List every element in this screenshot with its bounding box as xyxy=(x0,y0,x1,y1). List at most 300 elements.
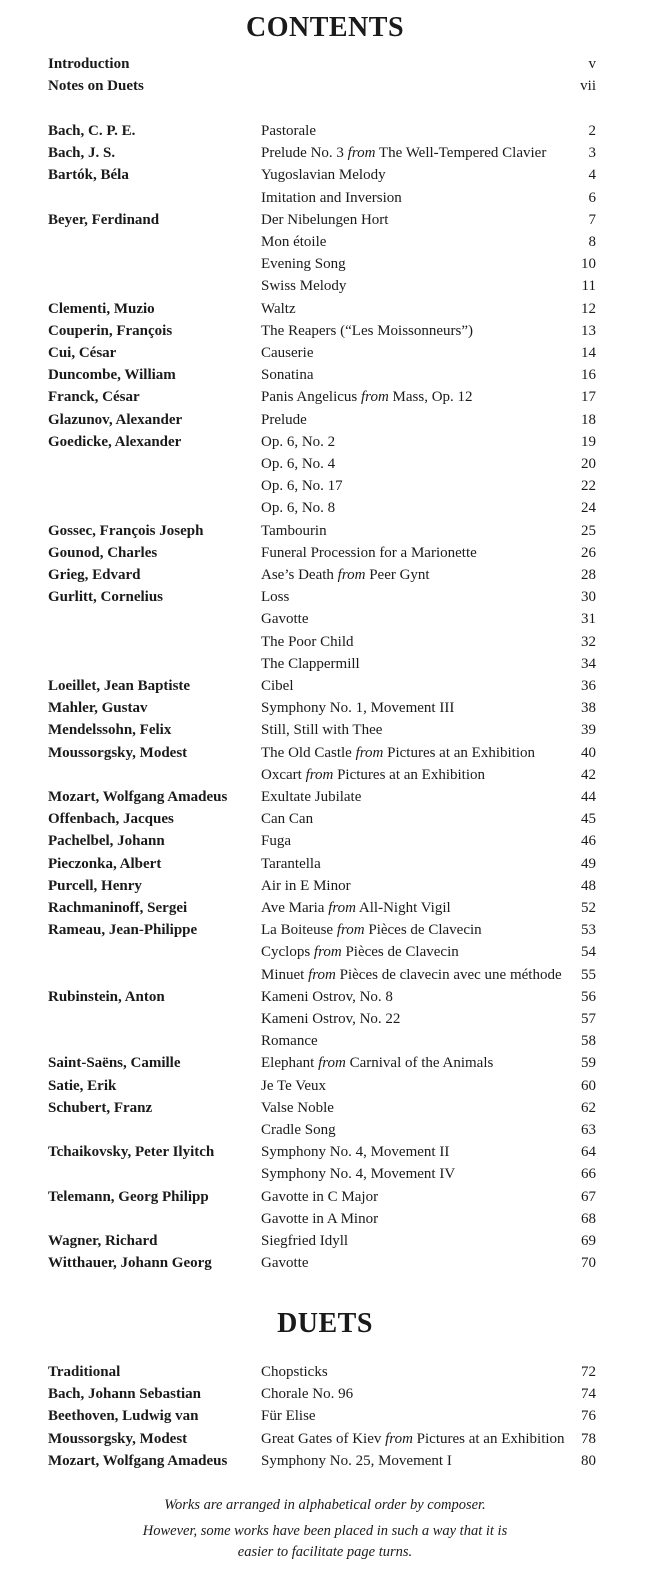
work-name: Causerie xyxy=(261,345,314,361)
page-number: 63 xyxy=(581,1122,596,1138)
work-name: Gavotte xyxy=(261,1255,309,1272)
from-word: from xyxy=(336,922,365,939)
toc-entry[interactable] xyxy=(0,187,650,209)
toc-entry[interactable] xyxy=(0,897,650,919)
toc-entry[interactable] xyxy=(0,1141,650,1163)
work-name: Prelude xyxy=(261,411,307,428)
work-title xyxy=(261,808,313,830)
composer-name: Loeillet, Jean Baptiste xyxy=(48,678,191,694)
toc-entry[interactable] xyxy=(0,120,650,142)
work-name: Siegfried Idyll xyxy=(261,1233,349,1249)
work-title xyxy=(261,742,535,764)
work-title xyxy=(261,475,343,497)
page-number: 69 xyxy=(581,1233,596,1249)
page-number: 34 xyxy=(581,655,596,672)
work-title xyxy=(261,1141,449,1163)
composer-name: Bach, Johann Sebastian xyxy=(48,1386,201,1403)
work-title xyxy=(261,586,289,608)
toc-entry[interactable] xyxy=(0,697,650,719)
from-word: from xyxy=(385,1430,413,1447)
page-number: 38 xyxy=(581,700,596,717)
work-name: Still, Still with Thee xyxy=(261,722,383,739)
work-name: Romance xyxy=(261,1033,318,1050)
composer-name: Schubert, Franz xyxy=(48,1099,153,1116)
toc-entry[interactable] xyxy=(0,608,650,630)
toc-entry[interactable] xyxy=(0,275,650,297)
toc-entry[interactable] xyxy=(0,875,650,897)
work-title xyxy=(261,719,382,741)
work-title xyxy=(261,653,360,675)
work-name: Op. 6, No. 4 xyxy=(261,456,336,472)
work-title xyxy=(261,1450,452,1472)
work-name: Swiss Melody xyxy=(261,278,347,295)
page-number: 46 xyxy=(581,833,596,850)
work-title xyxy=(261,1428,565,1450)
work-title xyxy=(261,1186,378,1208)
toc-entry[interactable] xyxy=(0,786,650,808)
source-title: Pièces de clavecin avec une méthode xyxy=(339,966,562,983)
work-title xyxy=(261,875,351,897)
work-name: Yugoslavian Melody xyxy=(261,167,386,184)
composer-name: Telemann, Georg Philipp xyxy=(48,1188,209,1205)
work-name: Minuet xyxy=(261,966,305,983)
work-name: Ave Maria xyxy=(261,900,325,916)
work-name: Kameni Ostrov, No. 22 xyxy=(261,1011,401,1027)
work-name: Cibel xyxy=(261,678,294,694)
work-title xyxy=(261,275,346,297)
work-name: Der Nibelungen Hort xyxy=(261,211,389,228)
work-name: Cradle Song xyxy=(261,1122,336,1138)
work-name: Gavotte xyxy=(261,611,309,628)
composer-name: Glazunov, Alexander xyxy=(48,411,183,428)
page-number: 12 xyxy=(581,300,596,317)
work-title xyxy=(261,1052,493,1074)
page-number: 7 xyxy=(588,211,596,228)
work-name: Gavotte in C Major xyxy=(261,1188,379,1205)
source-title: Pictures at an Exhibition xyxy=(416,1430,565,1447)
toc-entry[interactable] xyxy=(0,675,650,697)
work-title xyxy=(261,1163,455,1185)
toc-entry[interactable] xyxy=(0,1450,650,1472)
toc-entry[interactable] xyxy=(0,1008,650,1030)
work-name: Kameni Ostrov, No. 8 xyxy=(261,988,393,1005)
work-name: Chopsticks xyxy=(261,1364,328,1380)
toc-entry[interactable] xyxy=(0,1252,650,1274)
toc-entry[interactable] xyxy=(0,1383,650,1405)
page-number: 39 xyxy=(581,722,596,739)
composer-name: Satie, Erik xyxy=(48,1077,117,1094)
page-number: 18 xyxy=(581,411,596,428)
composer-name: Rameau, Jean-Philippe xyxy=(48,922,198,939)
composer-name: Beethoven, Ludwig van xyxy=(48,1408,199,1425)
page-number: 48 xyxy=(581,877,596,894)
composer-name: Gounod, Charles xyxy=(48,544,158,561)
work-title xyxy=(261,320,473,342)
source-title: Peer Gynt xyxy=(369,567,430,583)
work-title xyxy=(261,142,546,164)
toc-entry[interactable] xyxy=(0,253,650,275)
toc-entry[interactable] xyxy=(0,364,650,386)
toc-entry[interactable] xyxy=(0,320,650,342)
from-word: from xyxy=(328,900,356,916)
toc-entry[interactable] xyxy=(0,742,650,764)
page-number: 80 xyxy=(581,1452,596,1469)
toc-entry[interactable] xyxy=(0,919,650,941)
page-number: 52 xyxy=(581,900,596,916)
work-title xyxy=(261,764,485,786)
toc-entry[interactable] xyxy=(0,409,650,431)
page-number: 67 xyxy=(581,1188,596,1205)
work-title xyxy=(261,1230,348,1252)
work-title xyxy=(261,1030,318,1052)
page-number: 25 xyxy=(581,522,596,539)
front-matter-row[interactable] xyxy=(0,75,650,97)
contents-title: CONTENTS xyxy=(245,12,405,43)
work-title xyxy=(261,1097,334,1119)
toc-entry[interactable] xyxy=(0,164,650,186)
from-word: from xyxy=(355,744,384,761)
from-word: from xyxy=(318,1055,346,1072)
toc-entry[interactable] xyxy=(0,941,650,963)
ordering-note: easier to facilitate page turns. xyxy=(237,1544,413,1560)
work-title xyxy=(261,209,388,231)
page-number: 20 xyxy=(581,456,596,472)
toc-entry[interactable] xyxy=(0,719,650,741)
composer-name: Cui, César xyxy=(48,345,117,361)
page-number: 13 xyxy=(581,322,596,339)
work-title xyxy=(261,1361,328,1383)
toc-entry[interactable] xyxy=(0,520,650,542)
work-name: Symphony No. 1, Movement III xyxy=(261,700,455,717)
work-name: The Poor Child xyxy=(261,633,354,650)
page-number: 58 xyxy=(581,1033,596,1050)
work-title xyxy=(261,675,294,697)
work-name: Pastorale xyxy=(261,123,316,139)
page-number: 59 xyxy=(581,1055,596,1072)
work-title xyxy=(261,431,335,453)
work-name: The Clappermill xyxy=(261,655,360,672)
from-word: from xyxy=(361,389,389,406)
page-number: 70 xyxy=(581,1255,596,1272)
duets-title: DUETS xyxy=(277,1308,373,1339)
work-title xyxy=(261,1252,308,1274)
work-name: Gavotte in A Minor xyxy=(261,1210,379,1227)
toc-entry[interactable] xyxy=(0,386,650,408)
work-title xyxy=(261,187,402,209)
page-number: 78 xyxy=(581,1430,596,1447)
work-title xyxy=(261,631,354,653)
work-title xyxy=(261,120,316,142)
work-title xyxy=(261,1405,316,1427)
work-title xyxy=(261,919,482,941)
page-number: 57 xyxy=(581,1011,596,1027)
page-number: 64 xyxy=(581,1144,596,1161)
page-number: 22 xyxy=(581,478,596,495)
front-matter-row[interactable] xyxy=(0,53,650,75)
composer-name: Witthauer, Johann Georg xyxy=(48,1255,212,1272)
toc-entry[interactable] xyxy=(0,231,650,253)
work-name: Op. 6, No. 17 xyxy=(261,478,343,495)
toc-entry[interactable] xyxy=(0,209,650,231)
composer-name: Clementi, Muzio xyxy=(48,300,155,317)
page-number: 6 xyxy=(588,189,596,206)
source-title: Pictures at an Exhibition xyxy=(387,744,535,761)
work-title xyxy=(261,830,291,852)
from-word: from xyxy=(313,944,342,961)
composer-name: Rubinstein, Anton xyxy=(48,988,165,1005)
work-title xyxy=(261,1119,336,1141)
toc-entry[interactable] xyxy=(0,453,650,475)
work-name: Waltz xyxy=(261,300,296,317)
composer-name: Bach, C. P. E. xyxy=(48,123,136,139)
toc-entry[interactable] xyxy=(0,142,650,164)
composer-name: Mozart, Wolfgang Amadeus xyxy=(48,789,228,805)
page-number: 68 xyxy=(581,1210,596,1227)
page-number: 60 xyxy=(581,1077,596,1094)
composer-name: Tchaikovsky, Peter Ilyitch xyxy=(48,1144,215,1161)
composer-name: Mahler, Gustav xyxy=(48,700,148,717)
toc-entry[interactable] xyxy=(0,986,650,1008)
work-title xyxy=(261,386,473,408)
work-name: The Old Castle xyxy=(261,744,352,761)
toc-entry[interactable] xyxy=(0,298,650,320)
work-name: Valse Noble xyxy=(261,1099,334,1116)
work-title xyxy=(261,409,307,431)
toc-entry[interactable] xyxy=(0,542,650,564)
toc-entry[interactable] xyxy=(0,1163,650,1185)
work-name: The Reapers (“Les Moissonneurs”) xyxy=(261,322,474,339)
composer-name: Wagner, Richard xyxy=(48,1233,158,1249)
work-name: Op. 6, No. 2 xyxy=(261,433,336,450)
work-title xyxy=(261,342,313,364)
work-title xyxy=(261,364,314,386)
work-title xyxy=(261,986,393,1008)
composer-name: Offenbach, Jacques xyxy=(48,811,174,828)
toc-entry[interactable] xyxy=(0,1428,650,1450)
work-name: Panis Angelicus xyxy=(261,389,358,406)
composer-name: Bartók, Béla xyxy=(48,167,129,184)
front-matter-label: Notes on Duets xyxy=(48,78,144,94)
page-number: 10 xyxy=(581,256,596,273)
from-word: from xyxy=(308,966,336,983)
composer-name: Beyer, Ferdinand xyxy=(48,211,160,228)
page-number: 14 xyxy=(581,345,596,361)
work-name: Für Elise xyxy=(261,1408,316,1425)
work-title xyxy=(261,608,308,630)
page-number: 72 xyxy=(581,1364,596,1380)
page-number: v xyxy=(588,56,596,72)
toc-entry[interactable] xyxy=(0,1186,650,1208)
page-number: 53 xyxy=(581,922,596,939)
page-number: 54 xyxy=(581,944,596,961)
source-title: Pictures at an Exhibition xyxy=(337,766,485,783)
work-name: Exultate Jubilate xyxy=(261,789,362,805)
work-title xyxy=(261,1383,353,1405)
page-number: 66 xyxy=(581,1166,596,1183)
source-title: All-Night Vigil xyxy=(358,900,451,916)
work-title xyxy=(261,564,430,586)
composer-name: Mozart, Wolfgang Amadeus xyxy=(48,1452,228,1469)
toc-entry[interactable] xyxy=(0,631,650,653)
composer-name: Moussorgsky, Modest xyxy=(48,744,188,761)
ordering-note: Works are arranged in alphabetical order by composer. xyxy=(164,1497,486,1513)
page-number: 26 xyxy=(581,544,596,561)
work-name: Prelude No. 3 xyxy=(261,145,344,162)
source-title: Pièces de Clavecin xyxy=(345,944,459,961)
toc-entry[interactable] xyxy=(0,964,650,986)
toc-entry[interactable] xyxy=(0,1052,650,1074)
page-number: 49 xyxy=(581,855,596,872)
composer-name: Goedicke, Alexander xyxy=(48,433,182,450)
composer-name: Pachelbel, Johann xyxy=(48,833,165,850)
source-title: Pièces de Clavecin xyxy=(368,922,482,939)
composer-name: Traditional xyxy=(48,1364,121,1380)
page-number: 24 xyxy=(581,500,596,517)
toc-entry[interactable] xyxy=(0,853,650,875)
page-number: 62 xyxy=(581,1099,596,1116)
toc-entry[interactable] xyxy=(0,1405,650,1427)
work-name: Mon étoile xyxy=(261,234,327,250)
work-name: Evening Song xyxy=(261,256,346,273)
toc-entry[interactable] xyxy=(0,475,650,497)
toc-entry[interactable] xyxy=(0,808,650,830)
work-title xyxy=(261,1208,378,1230)
from-word: from xyxy=(305,766,334,783)
work-name: Elephant xyxy=(261,1055,315,1072)
work-name: Funeral Procession for a Marionette xyxy=(261,544,477,561)
work-title xyxy=(261,231,326,253)
page-number: 55 xyxy=(581,966,596,983)
work-title xyxy=(261,453,335,475)
front-matter-label: Introduction xyxy=(48,56,130,72)
work-name: Great Gates of Kiev xyxy=(261,1430,382,1447)
page-number: 19 xyxy=(581,433,596,450)
composer-name: Mendelssohn, Felix xyxy=(48,722,172,739)
toc-entry[interactable] xyxy=(0,764,650,786)
work-name: La Boiteuse xyxy=(261,922,334,939)
work-name: Cyclops xyxy=(261,944,311,961)
toc-entry[interactable] xyxy=(0,342,650,364)
ordering-note: However, some works have been placed in such a way that it is xyxy=(142,1523,508,1539)
page-number: 45 xyxy=(581,811,596,828)
work-name: Can Can xyxy=(261,811,314,828)
source-title: Mass, Op. 12 xyxy=(392,389,473,406)
composer-name: Gurlitt, Cornelius xyxy=(48,589,163,606)
toc-entry[interactable] xyxy=(0,1075,650,1097)
work-name: Je Te Veux xyxy=(261,1077,327,1094)
page-number: 44 xyxy=(581,789,596,805)
work-title xyxy=(261,520,327,542)
work-name: Loss xyxy=(261,589,290,606)
composer-name: Moussorgsky, Modest xyxy=(48,1430,188,1447)
page-number: 42 xyxy=(581,766,596,783)
page-number: 3 xyxy=(588,145,596,162)
toc-entry[interactable] xyxy=(0,1097,650,1119)
page-number: 56 xyxy=(581,988,596,1005)
page-number: 31 xyxy=(581,611,596,628)
work-name: Tambourin xyxy=(261,522,327,539)
work-name: Sonatina xyxy=(261,367,314,384)
work-title xyxy=(261,697,454,719)
work-name: Symphony No. 4, Movement IV xyxy=(261,1166,456,1183)
work-title xyxy=(261,1008,400,1030)
composer-name: Duncombe, William xyxy=(48,367,176,384)
work-title xyxy=(261,786,361,808)
toc-entry[interactable] xyxy=(0,653,650,675)
composer-name: Couperin, François xyxy=(48,322,173,339)
page-number: vii xyxy=(580,78,596,94)
page-number: 2 xyxy=(588,123,596,139)
work-title xyxy=(261,941,459,963)
composer-name: Saint-Saëns, Camille xyxy=(48,1055,181,1072)
toc-entry[interactable] xyxy=(0,830,650,852)
toc-entry[interactable] xyxy=(0,497,650,519)
page-number: 36 xyxy=(581,678,596,694)
work-title xyxy=(261,164,386,186)
page-number: 4 xyxy=(588,167,596,184)
composer-name: Gossec, François Joseph xyxy=(48,522,204,539)
page-number: 16 xyxy=(581,367,596,384)
work-title xyxy=(261,853,321,875)
page-number: 32 xyxy=(581,633,596,650)
toc-entry[interactable] xyxy=(0,1030,650,1052)
toc-entry[interactable] xyxy=(0,1230,650,1252)
work-name: Symphony No. 4, Movement II xyxy=(261,1144,450,1161)
work-name: Ase’s Death xyxy=(261,567,334,583)
work-name: Op. 6, No. 8 xyxy=(261,500,336,517)
page-number: 8 xyxy=(588,234,596,250)
composer-name: Grieg, Edvard xyxy=(48,567,141,583)
toc-entry[interactable] xyxy=(0,431,650,453)
page-number: 28 xyxy=(581,567,596,583)
page-number: 40 xyxy=(581,744,596,761)
toc-entry[interactable] xyxy=(0,1119,650,1141)
page-number: 30 xyxy=(581,589,596,606)
page-number: 11 xyxy=(581,278,596,295)
toc-entry[interactable] xyxy=(0,564,650,586)
toc-entry[interactable] xyxy=(0,586,650,608)
composer-name: Purcell, Henry xyxy=(48,877,142,894)
work-title xyxy=(261,497,335,519)
page-number: 17 xyxy=(581,389,596,406)
composer-name: Franck, César xyxy=(48,389,140,406)
work-name: Air in E Minor xyxy=(261,877,351,894)
work-name: Chorale No. 96 xyxy=(261,1386,354,1403)
composer-name: Rachmaninoff, Sergei xyxy=(48,900,188,916)
composer-name: Pieczonka, Albert xyxy=(48,855,162,872)
composer-name: Bach, J. S. xyxy=(48,145,116,162)
toc-entry[interactable] xyxy=(0,1361,650,1383)
work-title xyxy=(261,298,296,320)
work-title xyxy=(261,964,562,986)
work-name: Tarantella xyxy=(261,855,321,872)
page-number: 76 xyxy=(581,1408,596,1425)
work-title xyxy=(261,542,477,564)
work-name: Fuga xyxy=(261,833,291,850)
work-name: Oxcart xyxy=(261,766,302,783)
source-title: Carnival of the Animals xyxy=(349,1055,494,1072)
from-word: from xyxy=(337,567,366,583)
work-title xyxy=(261,1075,326,1097)
page-number: 74 xyxy=(581,1386,596,1403)
work-title xyxy=(261,897,451,919)
from-word: from xyxy=(347,145,376,162)
toc-entry[interactable] xyxy=(0,1208,650,1230)
source-title: The Well-Tempered Clavier xyxy=(378,145,547,162)
work-name: Imitation and Inversion xyxy=(261,189,402,206)
work-title xyxy=(261,253,346,275)
work-name: Symphony No. 25, Movement I xyxy=(261,1452,452,1469)
